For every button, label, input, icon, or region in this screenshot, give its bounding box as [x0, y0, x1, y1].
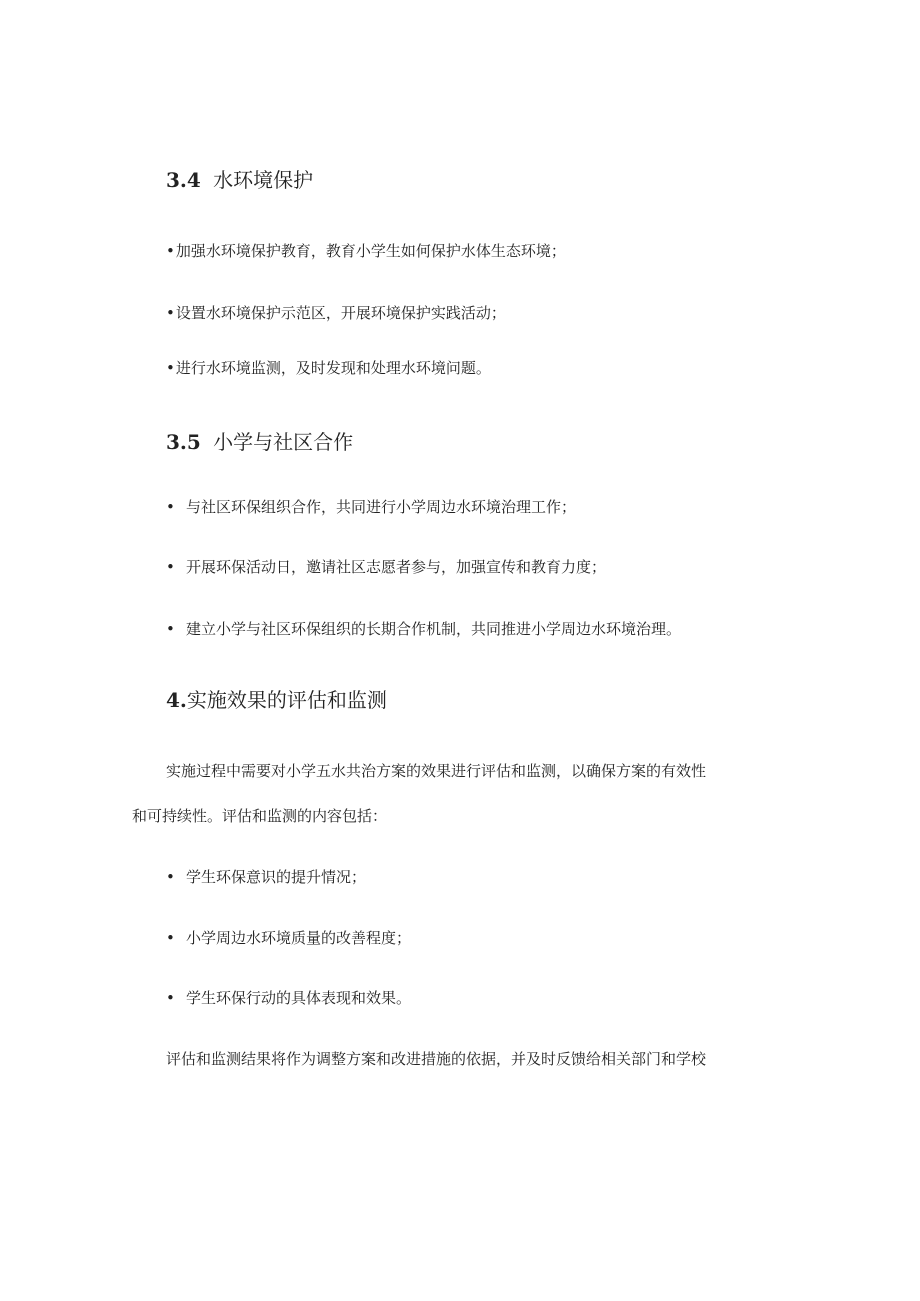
list-item — [166, 357, 491, 379]
list-item-text: 与社区环保组织合作，共同进行小学周边水环境治理工作； — [186, 498, 577, 516]
section-4-heading — [166, 686, 387, 714]
bullet-icon: • — [166, 620, 175, 638]
list-item — [166, 987, 411, 1009]
list-item — [166, 240, 566, 262]
list-item-text: 学生环保意识的提升情况； — [186, 868, 367, 886]
list-item-text: 建立小学与社区环保组织的长期合作机制，共同推进小学周边水环境治理。 — [186, 620, 682, 638]
section-3-5-heading — [166, 428, 353, 456]
bullet-icon: • — [166, 304, 175, 322]
section-title: 实施效果的评估和监测 — [186, 688, 387, 712]
bullet-icon: • — [166, 929, 175, 947]
list-item-text: 加强水环境保护教育，教育小学生如何保护水体生态环境； — [175, 242, 566, 260]
list-item — [166, 556, 606, 578]
list-item-text: 学生环保行动的具体表现和效果。 — [186, 989, 412, 1007]
section-number: 4. — [166, 688, 187, 712]
bullet-icon: • — [166, 359, 175, 377]
list-item-text: 设置水环境保护示范区，开展环境保护实践活动； — [175, 304, 506, 322]
list-item — [166, 618, 681, 640]
bullet-icon: • — [166, 242, 175, 260]
section-title: 水环境保护 — [213, 168, 314, 192]
section-number: 3.5 — [166, 430, 201, 454]
paragraph-line: 评估和监测结果将作为调整方案和改进措施的依据，并及时反馈给相关部门和学校 — [166, 1050, 707, 1068]
section-3-4-heading — [166, 166, 313, 194]
list-item-text: 开展环保活动日，邀请社区志愿者参与，加强宣传和教育力度； — [186, 558, 607, 576]
bullet-icon: • — [166, 868, 175, 886]
paragraph-line: 和可持续性。评估和监测的内容包括： — [132, 807, 388, 825]
list-item — [166, 927, 411, 949]
bullet-icon: • — [166, 498, 175, 516]
list-item — [166, 866, 366, 888]
paragraph-line: 实施过程中需要对小学五水共治方案的效果进行评估和监测，以确保方案的有效性 — [166, 762, 707, 780]
list-item — [166, 302, 506, 324]
bullet-icon: • — [166, 989, 175, 1007]
bullet-icon: • — [166, 558, 175, 576]
list-item-text: 小学周边水环境质量的改善程度； — [186, 929, 412, 947]
section-number: 3.4 — [166, 168, 201, 192]
list-item — [166, 496, 576, 518]
section-title: 小学与社区合作 — [213, 430, 354, 454]
list-item-text: 进行水环境监测，及时发现和处理水环境问题。 — [175, 359, 491, 377]
